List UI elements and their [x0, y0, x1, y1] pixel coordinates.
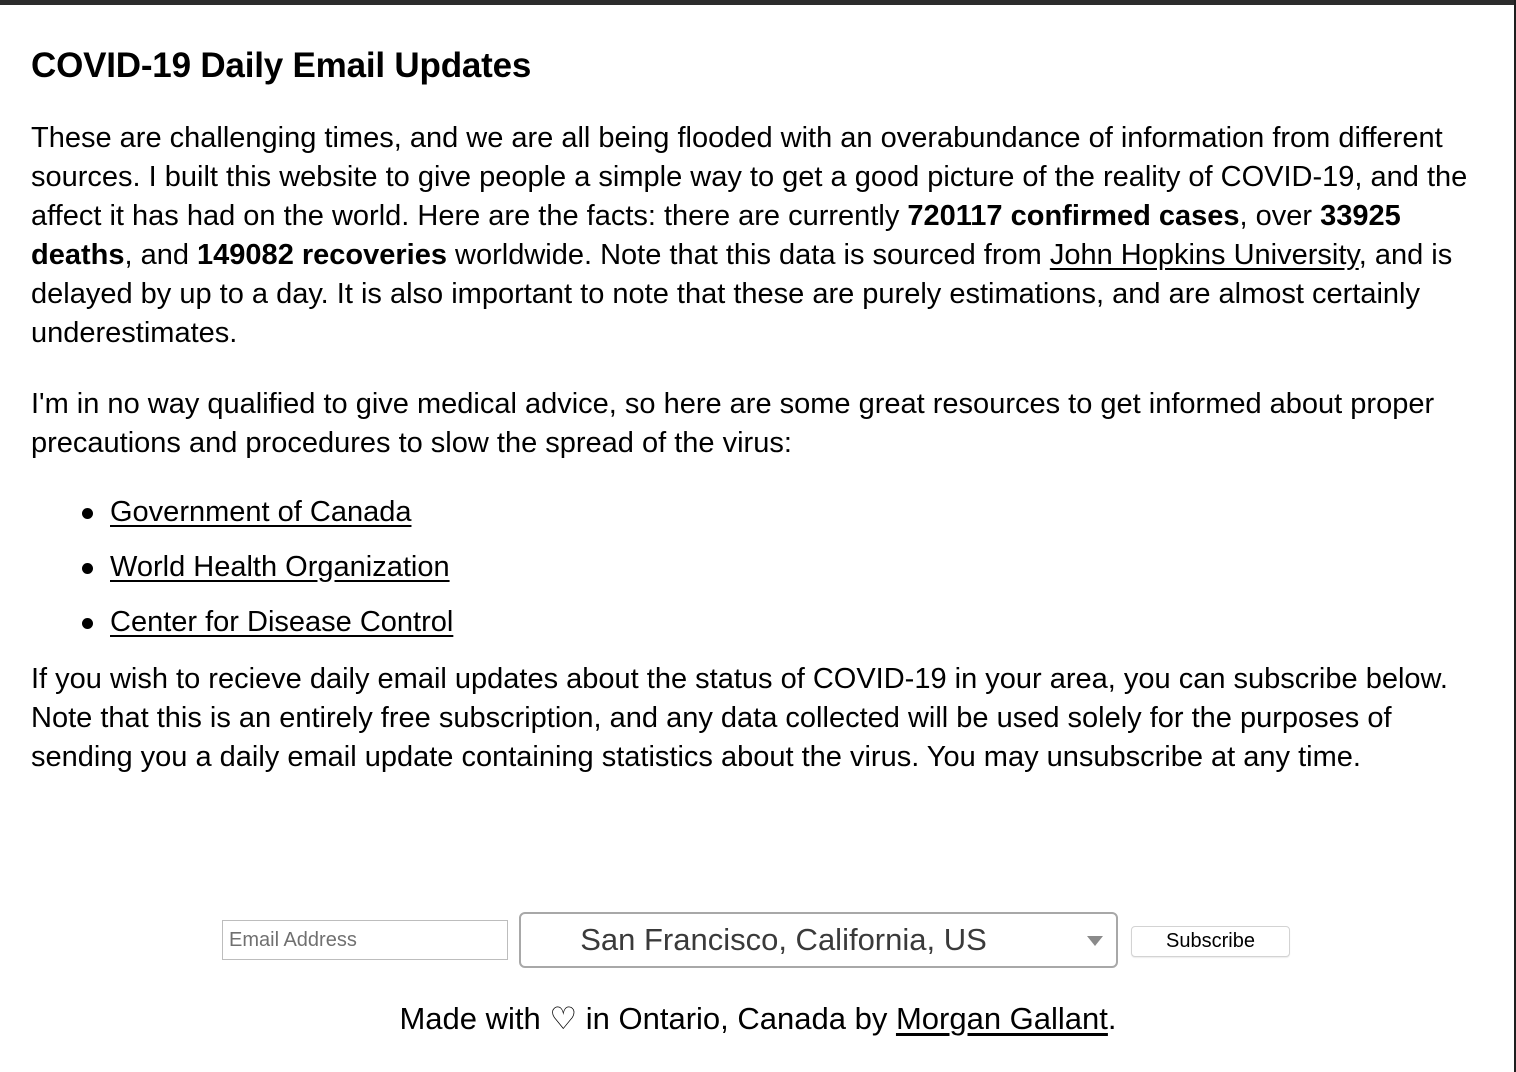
footer-text: Made with — [399, 1001, 550, 1036]
resources-paragraph: I'm in no way qualified to give medical advice, so here are some great resources to get informed about proper precautions and procedures to slow the spread of the virus: — [31, 388, 1435, 459]
subscribe-form — [0, 912, 1516, 968]
intro-text: These are challenging times, and we are all being flooded with an overabundance of information from different sources. I built this website to give people a simple way to get a good picture of the reality of COVID-19, and the affect it has had on the world. Here are the facts: there are currently — [31, 122, 1468, 232]
subscribe-button[interactable]: Subscribe — [1131, 926, 1290, 957]
intro-text: , and is delayed by up to a day. It is also important to note that these are purely estimations, and are almost certainly underestimates. — [31, 239, 1453, 349]
footer — [0, 998, 1516, 1040]
location-select[interactable] — [519, 912, 1118, 968]
government-of-canada-link[interactable]: Government of Canada — [110, 496, 412, 528]
confirmed-cases-stat: 720117 confirmed cases — [907, 200, 1240, 232]
cdc-link[interactable]: Center for Disease Control — [110, 606, 454, 638]
location-selected-value: San Francisco, California, US — [580, 922, 987, 957]
deaths-stat: 33925 deaths — [31, 200, 1401, 271]
list-item — [110, 493, 1491, 532]
resources-list — [31, 493, 1491, 642]
intro-text: , over — [1239, 200, 1321, 232]
list-item — [110, 548, 1491, 587]
author-link[interactable]: Morgan Gallant — [895, 1001, 1108, 1036]
heart-icon: ♡ — [549, 1001, 578, 1036]
footer-text: . — [1107, 1001, 1117, 1036]
intro-paragraph — [31, 119, 1491, 353]
footer-text: in Ontario, Canada by — [577, 1001, 896, 1036]
page-title: COVID-19 Daily Email Updates — [31, 46, 532, 85]
subscribe-paragraph: If you wish to recieve daily email updates about the status of COVID-19 in your area, you can subscribe below. Note that this is an entirely free subscription, and any data collected will be used solely for the purposes of sending you a daily email update containing statistics about the virus. You may unsubscribe at any time. — [31, 663, 1448, 773]
recoveries-stat: 149082 recoveries — [197, 239, 447, 271]
list-item — [110, 603, 1491, 642]
john-hopkins-link[interactable]: John Hopkins University — [1049, 239, 1359, 271]
main-content — [31, 40, 1491, 777]
email-input[interactable] — [222, 920, 508, 960]
intro-text: worldwide. Note that this data is sourced from — [447, 239, 1050, 271]
dropdown-arrow-icon — [1087, 936, 1103, 946]
intro-text: , and — [124, 239, 198, 271]
who-link[interactable]: World Health Organization — [110, 551, 450, 583]
window-top-bar — [0, 0, 1516, 5]
